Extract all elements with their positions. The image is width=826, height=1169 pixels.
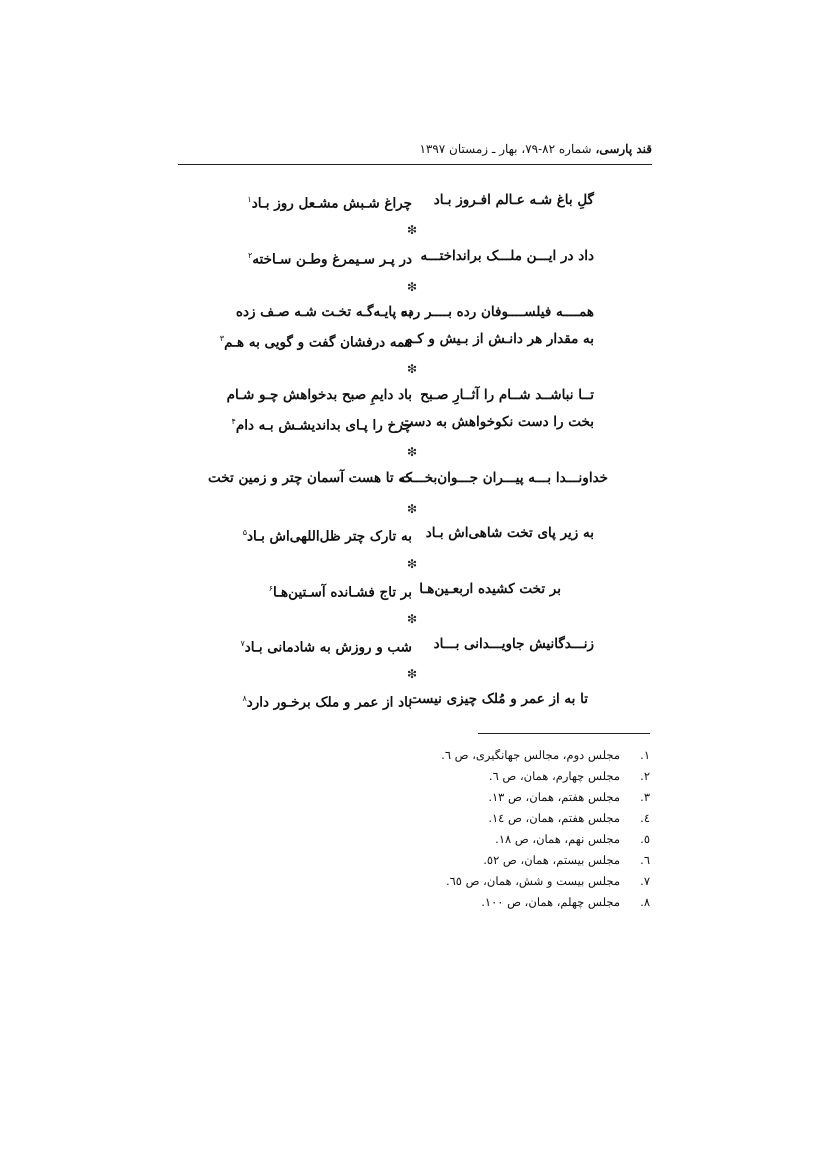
footnote-ref: ۴ <box>231 417 236 426</box>
hemistich-right: بر تخت کشیده اربعـین‌هـا <box>419 581 561 597</box>
hemistich-left: باد از عمر و ملک برخـور دارد$^۸$ <box>242 694 412 711</box>
hemistich-left: چراغ شـبش مشـعل روز بـاد$^۱$ <box>247 195 412 212</box>
footnote-number: ۲. <box>640 769 650 783</box>
footnote <box>481 892 650 912</box>
footnote-number: ٦. <box>640 853 650 867</box>
footnote-text: مجلس بیست و شش، همان، ص ٦٥. <box>445 874 620 888</box>
hemistich-right: خداونـــدا بـــه پیـــران جـــوان‌بخـــت <box>399 470 608 486</box>
footnote <box>495 829 650 849</box>
verse-divider: ❇ <box>406 502 418 516</box>
hemistich-left: همه درفشان گفت و گویی به هـم$^۳$ <box>219 334 412 351</box>
hemistich-left: که تا هست آسمان چتر و زمین تخت <box>208 470 412 486</box>
footnote-ref: ۸ <box>242 694 247 703</box>
journal-name: قند پارسی، <box>595 142 652 156</box>
hemistich-left: بر تاج فشـانده آسـتین‌هـا$^۶$ <box>268 584 412 601</box>
footnote-text: مجلس هفتم، همان، ص ١٤. <box>488 811 620 825</box>
verse-divider: ❇ <box>406 280 418 294</box>
hemistich-right: گلِ باغ شـه عـالم افـروز بـاد <box>433 192 594 208</box>
footnote-ref: ۷ <box>240 639 245 648</box>
hemistich-right: داد در ایـــن ملـــک برانداختـــه <box>420 248 594 264</box>
hemistich-left: شب و روزش به شادمانی بـاد$^۷$ <box>240 639 412 656</box>
hemistich-left: به پایـه‌گـه تخـت شـه صـف زده <box>235 304 412 320</box>
hemistich-left: چرخ را پـای بداندیشـش بـه دام$^۴$ <box>231 417 412 434</box>
footnote-number: ٥. <box>640 832 650 846</box>
footnote-ref: ۵ <box>242 528 248 537</box>
verse-divider: ❇ <box>406 445 418 459</box>
footnote-text: مجلس چهلم، همان، ص ۱۰۰. <box>481 895 620 909</box>
footnote-ref: ۱ <box>247 195 252 204</box>
footnote <box>488 808 650 828</box>
footnote <box>488 787 650 807</box>
hemistich-left: باد دایمِ صبح بدخواهش چـو شـام <box>226 387 412 403</box>
footnote-ref: ۶ <box>268 584 273 593</box>
hemistich-right: زنـــدگانیش جاویـــدانی بـــاد <box>433 636 594 652</box>
hemistich-right: به مقدار هر دانـش از بـیش و کـم <box>404 331 594 347</box>
hemistich-right: به زیر پای تخت شاهی‌اش بـاد <box>425 525 594 541</box>
footnote-text: مجلس چهارم، همان، ص ٦. <box>488 769 620 783</box>
footnote <box>441 745 650 765</box>
footnote-text: مجلس دوم، مجالس جهانگیری، ص ٦. <box>441 748 620 762</box>
footnote-text: مجلس بیستم، همان، ص ٥٢. <box>483 853 620 867</box>
verse-divider: ❇ <box>406 612 418 626</box>
footnote-text: مجلس نهم، همان، ص ۱۸. <box>495 832 620 846</box>
footnote-number: ۱. <box>640 748 650 762</box>
hemistich-left: به تارک چتر ظل‌اللهی‌اش بـاد$^۵$ <box>242 528 412 545</box>
hemistich-right: تــا نباشــد شــام را آثــارِ صـبح <box>420 387 594 403</box>
footnote <box>483 850 650 870</box>
footnote-ref: ۲ <box>248 251 253 260</box>
footnote-text: مجلس هفتم، همان، ص ۱۳. <box>488 790 620 804</box>
hemistich-left: در پـر سـیمرغ وطـن سـاخته$^۲$ <box>248 251 412 268</box>
footnote-number: ٤. <box>640 811 650 825</box>
footnote <box>489 766 650 786</box>
footnote-number: ۳. <box>640 790 650 804</box>
footnote <box>446 871 650 891</box>
verse-divider: ❇ <box>406 362 418 376</box>
verse-divider: ❇ <box>406 667 418 681</box>
hemistich-right: بخت را دست نکوخواهش به دست <box>400 414 594 430</box>
verse-divider: ❇ <box>406 223 418 237</box>
hemistich-right: همــــه فیلســــوفان رده بــــر رده <box>400 304 594 320</box>
footnote-number: ۸. <box>640 895 650 909</box>
issue-info: شماره ۸۲-۷۹، بهار ـ زمستان ۱۳۹۷ <box>419 142 592 156</box>
hemistich-right: تا به از عمر و مُلک چیزی نیست <box>408 691 588 707</box>
footnote-ref: ۳ <box>219 334 225 343</box>
footnote-number: ۷. <box>640 874 650 888</box>
verse-divider: ❇ <box>406 557 418 571</box>
